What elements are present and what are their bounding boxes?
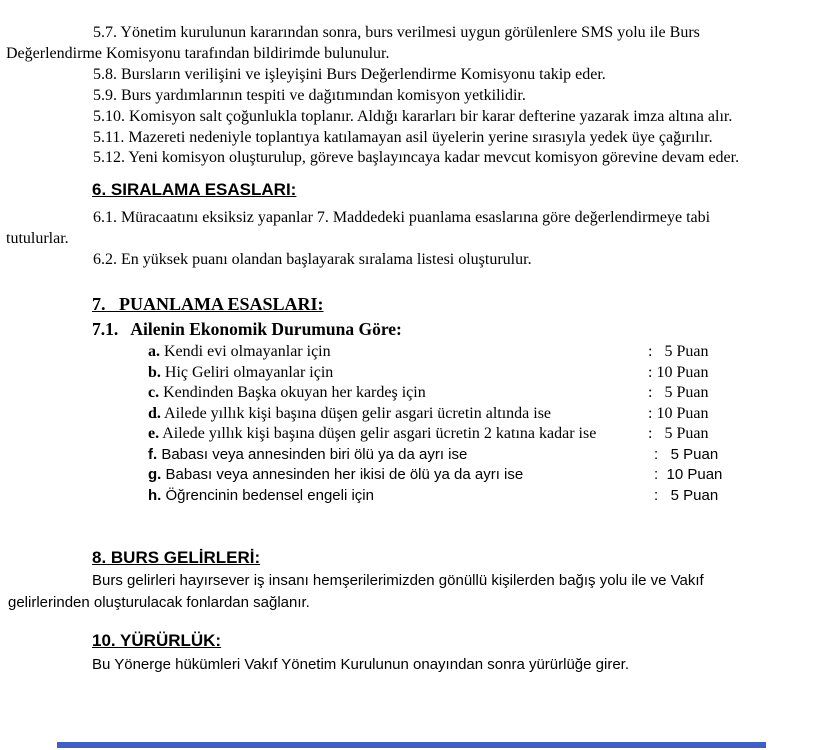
item-score: : 10 Puan xyxy=(648,404,709,422)
item-letter: d. xyxy=(148,404,161,422)
score-item-row-h xyxy=(6,486,770,507)
rule-paragraph-6-2: 6.2. En yüksek puanı olandan başlayarak sıralama listesi oluşturulur. xyxy=(93,251,532,269)
section-8-heading: 8. BURS GELİRLERİ: xyxy=(92,548,261,568)
item-letter: b. xyxy=(148,363,161,381)
item-text: Kendinden Başka okuyan her kardeş için xyxy=(159,384,426,402)
rule-paragraph-5-11: 5.11. Mazereti nedeniyle toplantıya katılamayan asil üyelerin yerine sırasıyla yedek üye çağırılır. xyxy=(93,128,713,146)
item-text: Babası veya annesinden her ikisi de ölü ya da ayrı ise xyxy=(161,466,524,484)
item-text: Babası veya annesinden biri ölü ya da ayrı ise xyxy=(157,445,468,463)
item-score: : 5 Puan xyxy=(648,343,709,361)
item-letter: g. xyxy=(148,466,162,484)
score-item-row-g xyxy=(6,465,770,486)
item-letter: c. xyxy=(148,384,160,402)
rule-paragraph-6-1: 6.1. Müracaatını eksiksiz yapanlar 7. Maddedeki puanlama esaslarına göre değerlendirmeye tabi tutulurlar. xyxy=(6,209,711,248)
rule-paragraph-5-12: 5.12. Yeni komisyon oluşturulup, göreve başlayıncaya kadar mevcut komisyon görevine devam eder. xyxy=(93,149,740,167)
section-7-heading: 7. PUANLAMA ESASLARI: xyxy=(92,294,324,315)
score-item-row-a xyxy=(6,342,770,363)
rule-paragraph-5-7: 5.7. Yönetim kurulunun kararından sonra, burs verilmesi uygun görülenlere SMS yolu ile Burs Değerlendirme Komisyonu tarafından bildirimde bulunulur. xyxy=(6,24,700,62)
item-letter: a. xyxy=(148,343,160,361)
score-item-row-f xyxy=(6,445,770,466)
score-item-row-e xyxy=(6,424,770,445)
rule-paragraph-5-9: 5.9. Burs yardımlarının tespiti ve dağıtımından komisyon yetkilidir. xyxy=(93,86,526,104)
item-text: Öğrencinin bedensel engeli için xyxy=(161,486,374,504)
section-6-heading: 6. SIRALAMA ESASLARI: xyxy=(92,180,297,200)
item-letter: f. xyxy=(148,445,158,463)
item-text: Hiç Geliri olmayanlar için xyxy=(160,363,334,381)
item-score: : 10 Puan xyxy=(654,466,723,484)
item-score: : 5 Puan xyxy=(654,445,719,463)
rule-paragraph-5-10: 5.10. Komisyon salt çoğunlukla toplanır. Aldığı kararları bir karar defterine yazarak imza altına alır. xyxy=(93,107,733,125)
rule-paragraph-5-8: 5.8. Bursların verilişini ve işleyişini Burs Değerlendirme Komisyonu takip eder. xyxy=(93,65,606,83)
section-10-heading: 10. YÜRÜRLÜK: xyxy=(92,631,222,651)
section-8-body: Burs gelirleri hayırsever iş insanı hemşerilerimizden gönüllü kişilerden bağış yolu ile ve Vakıf gelirlerinden oluşturulacak fonlardan sağlanır. xyxy=(8,572,704,611)
item-score: : 5 Puan xyxy=(648,384,709,402)
item-text: Ailede yıllık kişi başına düşen gelir asgari ücretin altında ise xyxy=(160,404,552,422)
item-score: : 5 Puan xyxy=(654,486,719,504)
item-score: : 5 Puan xyxy=(648,425,709,443)
item-letter: e. xyxy=(148,425,160,443)
score-item-row-d xyxy=(6,404,770,425)
section-7-1-subheading: 7.1. Ailenin Ekonomik Durumuna Göre: xyxy=(92,319,402,340)
item-letter: h. xyxy=(148,486,162,504)
item-text: Ailede yıllık kişi başına düşen gelir asgari ücretin 2 katına kadar ise xyxy=(159,425,597,443)
score-item-row-c xyxy=(6,383,770,404)
item-text: Kendi evi olmayanlar için xyxy=(160,343,331,361)
score-item-row-b xyxy=(6,363,770,384)
bottom-blue-bar xyxy=(57,742,766,748)
score-item-list xyxy=(6,342,770,506)
section-10-body: Bu Yönerge hükümleri Vakıf Yönetim Kurulunun onayından sonra yürürlüğe girer. xyxy=(92,656,629,674)
item-score: : 10 Puan xyxy=(648,363,709,381)
